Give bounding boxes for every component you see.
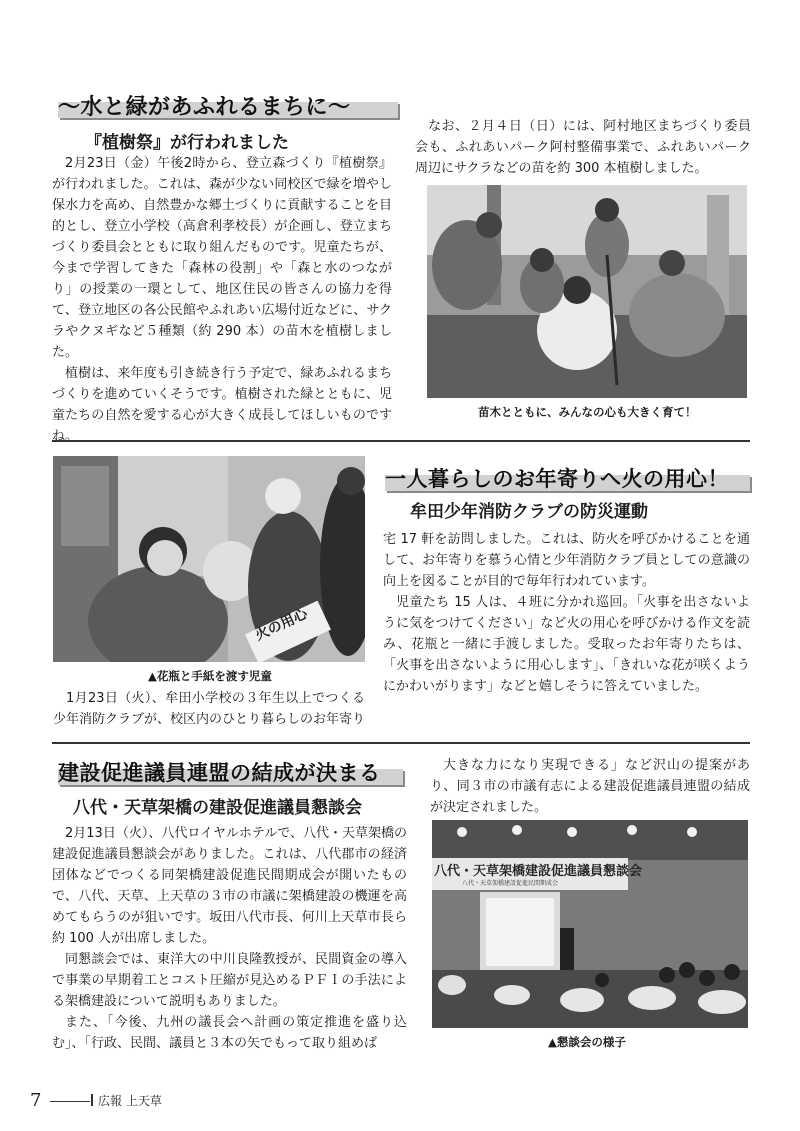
footer-publication: 広報 上天草 bbox=[98, 1094, 162, 1108]
section2-paragraph-left: 1月23日（火）、牟田小学校の３年生以上でつくる少年消防クラブが、校区内のひとり暮らしのお年寄り bbox=[53, 691, 366, 727]
section3-subtitle: 八代・天草架橋の建設促進議員懇談会 bbox=[73, 798, 362, 818]
section1-subtitle: 『植樹祭』が行われました bbox=[85, 133, 289, 153]
section2-banner: 一人暮らしのお年寄りへ火の用心！ bbox=[385, 463, 750, 493]
section2-paragraph-right-2: 児童たち 15 人は、４班に分かれ巡回。「火事を出さないように気をつけてください」など火の用心を呼びかける作文を読み、花瓶と一緒に手渡しました。受取ったお年寄りたちは、「火事を出さないように用心します」、「きれいな花が咲くようにかわいがります」などと嬉しそうに答えていました。 bbox=[383, 595, 750, 694]
footer-rule bbox=[50, 1101, 90, 1102]
section1-column-left bbox=[52, 153, 392, 447]
section2-paragraph-right-1: 宅 17 軒を訪問しました。これは、防火を呼びかけることを通して、お年寄りを慕う心情と少年消防クラブ員としての意識の向上を図ることが目的で毎年行われています。 bbox=[383, 532, 750, 589]
section2-subtitle: 牟田少年消防クラブの防災運動 bbox=[410, 502, 648, 522]
section-divider-2 bbox=[52, 742, 750, 744]
conference-banner-text: 八代・天草架橋建設促進議員懇談会 bbox=[434, 864, 643, 879]
section2-column-right bbox=[383, 529, 750, 697]
section3-paragraph-right: 大きな力になり実現できる」など沢山の提案があり、同３市の市議有志による建設促進議員連盟の結成が決定されました。 bbox=[430, 758, 750, 815]
section-divider-1 bbox=[52, 440, 750, 442]
section3-banner: 建設促進議員連盟の結成が決まる bbox=[58, 757, 403, 787]
fire-safety-sash-text: 火の用心 bbox=[252, 605, 311, 644]
section3-paragraph-2: 同懇談会では、東洋大の中川良隆教授が、民間資金の導入で事業の早期着工とコスト圧縮が見込めるＰＦＩの手法による架橋建設について説明もありました。 bbox=[52, 952, 407, 1009]
conference-caption: ▲懇談会の様子 bbox=[548, 1035, 626, 1049]
section1-column-right bbox=[415, 116, 751, 179]
section1-banner: ～水と緑があふれるまちに～ bbox=[58, 90, 398, 120]
page-number: 7 bbox=[30, 1090, 42, 1111]
tree-planting-photo bbox=[427, 185, 747, 398]
fire-safety-caption: ▲花瓶と手紙を渡す児童 bbox=[148, 669, 272, 683]
conference-banner-subtext: 八代・天草架橋建設促進民間期成会 bbox=[462, 880, 559, 887]
fire-safety-photo bbox=[53, 456, 365, 662]
section3-column-left bbox=[52, 823, 407, 1054]
section3-paragraph-3: また、「今後、九州の議長会へ計画の策定推進を盛り込む」、「行政、民間、議員と３本の矢でもって取り組めば bbox=[52, 1015, 407, 1051]
tree-planting-caption: 苗木とともに、みんなの心も大きく育て！ bbox=[478, 405, 697, 419]
section3-column-right bbox=[430, 755, 750, 818]
section2-column-left bbox=[53, 688, 365, 730]
conference-photo bbox=[432, 820, 748, 1028]
section1-paragraph-3: なお、２月４日（日）には、阿村地区まちづくり委員会も、ふれあいパーク阿村整備事業で、ふれあいパーク周辺にサクラなどの苗を約 300 本植樹しました。 bbox=[415, 119, 751, 176]
section1-paragraph-1: 2月23日（金）午後2時から、登立森づくり『植樹祭』が行われました。これは、森が少ない同校区で緑を増やし保水力を高め、自然豊かな郷土づくりに貢献することを目的とし、登立小学校（高倉利孝校長）が企画し、登立まちづくり委員会とともに取り組んだものです。児童たちが、今まで学習してきた「森林の役割」や「森と水のつながり」の授業の一環として、地区住民の皆さんの協力を得て、登立地区の各公民館やふれあい広場付近などに、サクラやクヌギなど５種類（約 290 本）の苗木を植樹しました。 bbox=[52, 156, 392, 360]
section1-paragraph-2: 植樹は、来年度も引き続き行う予定で、緑あふれるまちづくりを進めていくそうです。植樹された緑とともに、児童たちの自然を愛する心が大きく成長してほしいものですね。 bbox=[52, 366, 392, 444]
section3-paragraph-1: 2月13日（火）、八代ロイヤルホテルで、八代・天草架橋の建設促進議員懇談会がありました。これは、八代郡市の経済団体などでつくる同架橋建設促進民間期成会が開いたもので、八代、天草、上天草の３市の市議に架橋建設の機運を高めてもらうのが狙いです。坂田八代市長、何川上天草市長ら約 100 人が出席しました。 bbox=[52, 826, 407, 946]
footer-rule-tick bbox=[91, 1094, 93, 1106]
